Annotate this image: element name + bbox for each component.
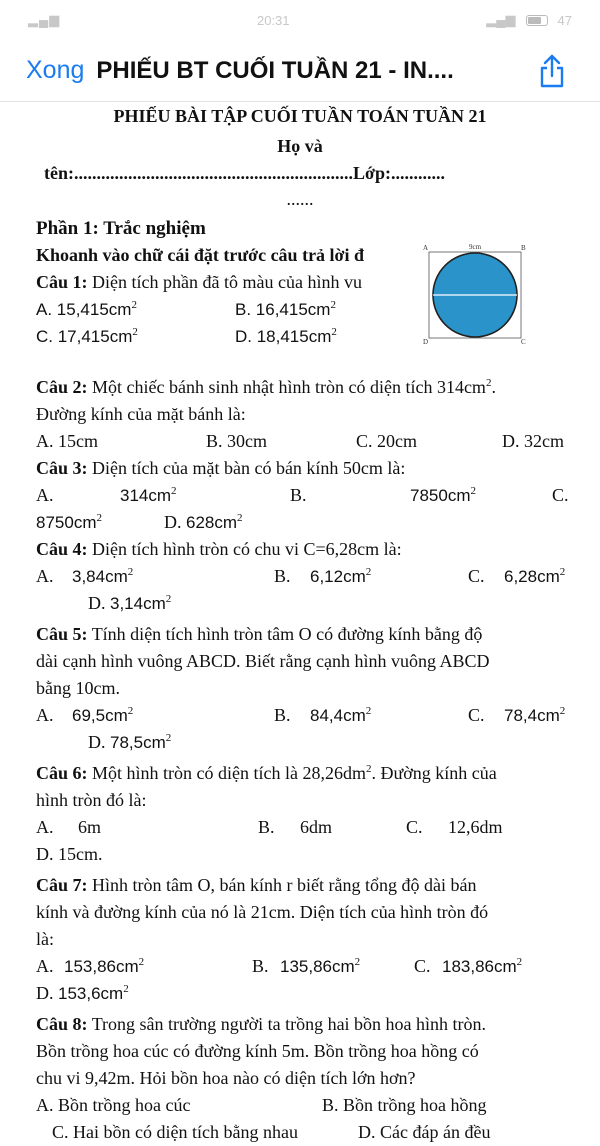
q1-option-b: B. $16,415cm^2$ bbox=[235, 299, 336, 319]
q8-option-a: A. Bồn trồng hoa cúc bbox=[36, 1095, 191, 1115]
question-8-options-row1 bbox=[28, 1092, 572, 1119]
question-7-text: Câu 7: Hình tròn tâm O, bán kính r biết rằng tổng độ dài bán bbox=[36, 875, 477, 895]
q8-option-b: B. Bồn trồng hoa hồng bbox=[322, 1095, 487, 1115]
q3-option-a-label: A. bbox=[36, 485, 54, 505]
corner-a: A bbox=[423, 244, 429, 252]
q7-option-c: $183,86cm^2$ bbox=[442, 956, 523, 976]
q3-option-a: $314cm^2$ bbox=[120, 485, 177, 505]
document-title: PHIẾU BT CUỐI TUẦN 21 - IN.... bbox=[96, 56, 454, 84]
battery-icon bbox=[526, 15, 548, 26]
done-button[interactable]: Xong bbox=[26, 56, 85, 84]
q1-option-c: C. $17,415cm^2$ bbox=[36, 326, 138, 346]
q7-option-a: $153,86cm^2$ bbox=[64, 956, 145, 976]
q3-option-c-label: C. bbox=[552, 485, 569, 505]
share-icon bbox=[539, 54, 565, 88]
question-3-options-row2 bbox=[28, 509, 572, 536]
question-7-line2: kính và đường kính của nó là 21cm. Diện tích của hình tròn đó bbox=[36, 902, 489, 922]
question-4-option-d: D. $3,14cm^2$ bbox=[88, 593, 172, 613]
q2-option-c: C. 20cm bbox=[356, 431, 417, 451]
q8-option-c: C. Hai bồn có diện tích bằng nhau bbox=[52, 1122, 298, 1142]
q6-option-a: 6m bbox=[78, 817, 102, 837]
q3-option-d: D. $628cm^2$ bbox=[164, 512, 243, 532]
q2-option-b: B. 30cm bbox=[206, 431, 267, 451]
question-7-options: A. $153,86cm^2$ B. $135,86cm^2$ C. $183,86cm^2$ bbox=[28, 953, 572, 980]
worksheet-title: PHIẾU BÀI TẬP CUỐI TUẦN TOÁN TUẦN 21 bbox=[113, 106, 487, 126]
question-5-option-d: D. $78,5cm^2$ bbox=[88, 732, 172, 752]
question-8-options-row2 bbox=[28, 1119, 572, 1142]
corner-c: C bbox=[521, 338, 526, 346]
document-page[interactable] bbox=[0, 104, 600, 1142]
q5-option-b: $84,4cm^2$ bbox=[310, 705, 372, 725]
question-7-option-d: D. $153,6cm^2$ bbox=[36, 983, 129, 1003]
question-3-options-row1 bbox=[28, 482, 572, 509]
battery-level: 47 bbox=[557, 12, 572, 28]
question-5-options: A. $69,5cm^2$ B. $84,4cm^2$ C. $78,4cm^2$ bbox=[28, 702, 572, 729]
corner-d: D bbox=[423, 338, 429, 346]
dots-line: ...... bbox=[286, 189, 314, 209]
name-label: Họ và bbox=[277, 136, 323, 156]
nav-bar bbox=[0, 40, 600, 102]
q3-option-c: $8750cm^2$ bbox=[36, 512, 102, 532]
signal-icon: ▂▄▆ bbox=[486, 12, 516, 27]
question-8-text: Câu 8: Trong sân trường người ta trồng hai bồn hoa hình tròn. bbox=[36, 1014, 487, 1034]
share-button[interactable] bbox=[530, 49, 574, 93]
part-1-heading: Phần 1: Trắc nghiệm bbox=[36, 218, 206, 239]
instruction-text: Khoanh vào chữ cái đặt trước câu trả lời đ bbox=[36, 245, 365, 265]
question-1-block bbox=[28, 242, 572, 350]
question-5-line2: dài cạnh hình vuông ABCD. Biết rằng cạnh hình vuông ABCD bbox=[36, 651, 490, 671]
question-3-text: Câu 3: Diện tích của mặt bàn có bán kính 50cm là: bbox=[36, 458, 406, 478]
carrier-signal: ▂▄▆ bbox=[28, 12, 61, 27]
question-5-text: Câu 5: Tính diện tích hình tròn tâm O có đường kính bằng độ bbox=[36, 624, 483, 644]
q1-option-a: A. $15,415cm^2$ bbox=[36, 299, 137, 319]
question-6-options: A. 6m B. 6dm C. 12,6dm bbox=[28, 814, 572, 841]
q2-option-d: D. 32cm bbox=[502, 431, 564, 451]
q6-option-c: 12,6dm bbox=[448, 817, 503, 837]
q4-option-b: $6,12cm^2$ bbox=[310, 566, 372, 586]
question-6-line2: hình tròn đó là: bbox=[36, 790, 147, 810]
status-bar bbox=[0, 0, 600, 40]
name-class-row: tên:..............................................................Lớp:............ bbox=[44, 163, 445, 183]
q8-option-d: D. Các đáp án đều bbox=[358, 1122, 491, 1142]
q7-option-b: $135,86cm^2$ bbox=[280, 956, 361, 976]
question-7-line3: là: bbox=[36, 929, 54, 949]
q4-option-a: $3,84cm^2$ bbox=[72, 566, 134, 586]
q4-option-c: $6,28cm^2$ bbox=[504, 566, 566, 586]
question-8-line3: chu vi 9,42m. Hỏi bồn hoa nào có diện tích lớn hơn? bbox=[36, 1068, 416, 1088]
question-2-line2: Đường kính của mặt bánh là: bbox=[36, 404, 246, 424]
corner-b: B bbox=[521, 244, 526, 252]
question-8-line2: Bồn trồng hoa cúc có đường kính 5m. Bồn trồng hoa hồng có bbox=[36, 1041, 479, 1061]
question-6-text: Câu 6: Một hình tròn có diện tích là $28,26dm^2$. Đường kính của bbox=[36, 763, 497, 783]
q3-option-b: $7850cm^2$ bbox=[410, 485, 476, 505]
q6-option-b: 6dm bbox=[300, 817, 333, 837]
question-5-line3: bằng 10cm. bbox=[36, 678, 120, 698]
question-2-text: Câu 2: Một chiếc bánh sinh nhật hình tròn có diện tích $314cm^2$. bbox=[36, 377, 496, 397]
circle-square-figure bbox=[421, 240, 531, 350]
question-4-options: A. $3,84cm^2$ B. $6,12cm^2$ C. $6,28cm^2$ bbox=[28, 563, 572, 590]
q1-option-d: D. $18,415cm^2$ bbox=[235, 326, 337, 346]
question-1-text: Câu 1: Diện tích phần đã tô màu của hình vu bbox=[36, 272, 362, 292]
q6-option-d: D. 15cm. bbox=[36, 844, 103, 864]
status-time: 20:31 bbox=[256, 12, 290, 28]
q5-option-a: $69,5cm^2$ bbox=[72, 705, 134, 725]
q3-option-b-label: B. bbox=[290, 485, 307, 505]
q5-option-c: $78,4cm^2$ bbox=[504, 705, 566, 725]
question-2-options bbox=[28, 428, 572, 455]
question-4-text: Câu 4: Diện tích hình tròn có chu vi C=6,28cm là: bbox=[36, 539, 402, 559]
figure-top-label: 9cm bbox=[469, 243, 482, 251]
q2-option-a: A. 15cm bbox=[36, 431, 98, 451]
